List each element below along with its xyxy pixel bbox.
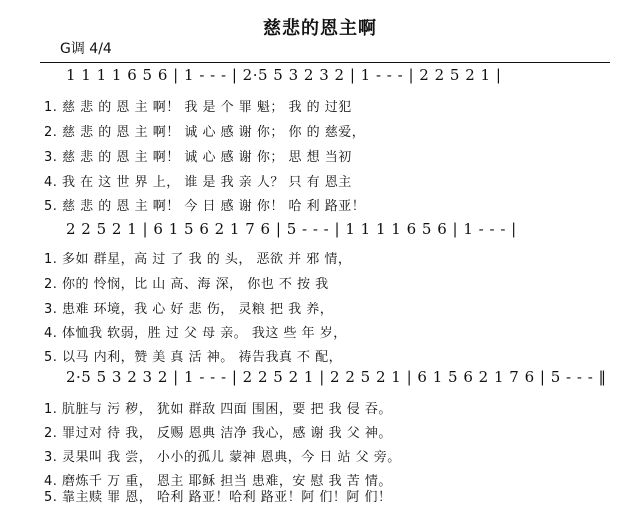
song-title: 慈悲的恩主啊 xyxy=(263,18,377,39)
system-3-lyric-1: 1. 肮脏与 污 秽， 犹如 群敌 四面 围困，要 把 我 侵 吞。 xyxy=(44,402,392,417)
system-1-lyric-5: 5. 慈 悲 的 恩 主 啊！ 今 日 感 谢 你！ 哈 利 路亚！ xyxy=(44,199,366,214)
system-1-lyric-4: 4. 我 在 这 世 界 上， 谁 是 我 亲 人？ 只 有 恩主 xyxy=(44,175,352,190)
system-1-lyric-2: 2. 慈 悲 的 恩 主 啊！ 诚 心 感 谢 你； 你 的 慈爱， xyxy=(44,125,366,140)
system-2-lyric-3: 3. 患难 环境，我 心 好 悲 伤， 灵粮 把 我 养， xyxy=(44,302,334,317)
system-2-lyric-4: 4. 体恤我 软弱，胜 过 父 母 亲。 我这 些 年 岁， xyxy=(44,326,347,341)
system-3-notation: 2·5 5 3 2 3 2 | 1 - - - | 2 2 5 2 1 | 2 2 5 2 1 | 6 1 5 6 2 1 7 6 | 5 - - - ‖ xyxy=(66,368,607,386)
key-signature: G调 4/4 xyxy=(60,41,112,57)
system-2-lyric-2: 2. 你的 怜悯，比 山 高、海 深， 你也 不 按 我 xyxy=(44,277,329,292)
system-3-lyric-2: 2. 罪过对 待 我， 反赐 恩典 洁净 我心，感 谢 我 父 神。 xyxy=(44,426,392,441)
system-2-notation: 2 2 5 2 1 | 6 1 5 6 2 1 7 6 | 5 - - - | 1 1 1 1 6 5 6 | 1 - - - | xyxy=(66,220,517,238)
system-1-lyric-3: 3. 慈 悲 的 恩 主 啊！ 诚 心 感 谢 你； 思 想 当初 xyxy=(44,150,352,165)
system-1-lyric-1: 1. 慈 悲 的 恩 主 啊！ 我 是 个 罪 魁； 我 的 过犯 xyxy=(44,100,352,115)
system-2-lyric-1: 1. 多如 群星，高 过 了 我 的 头， 恶欲 并 邪 情， xyxy=(44,252,352,267)
system-1-notation: 1 1 1 1 6 5 6 | 1 - - - | 2·5 5 3 2 3 2 | 1 - - - | 2 2 5 2 1 | xyxy=(66,66,502,84)
system-3-lyric-3: 3. 灵果叫 我 尝， 小小的孤儿 蒙神 恩典，今 日 站 父 旁。 xyxy=(44,450,401,465)
system-3-lyric-4: 4. 磨炼千 万 重， 恩主 耶稣 担当 患难，安 慰 我 苦 情。 xyxy=(44,474,392,489)
system-3-lyric-5: 5. 靠主赎 罪 恩， 哈利 路亚！哈利 路亚！阿 们！阿 们！ xyxy=(44,490,392,505)
system-1-top-rule xyxy=(40,62,610,63)
system-2-lyric-5: 5. 以马 内利，赞 美 真 活 神。 祷告我真 不 配， xyxy=(44,350,343,365)
